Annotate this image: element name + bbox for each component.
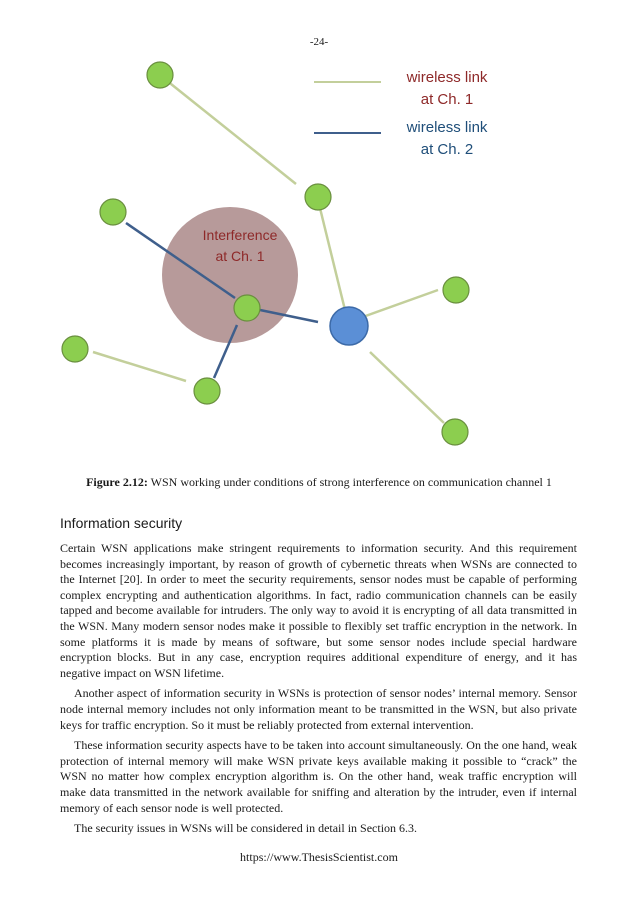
paragraph: Certain WSN applications make stringent requirements to information security. And this requirement becomes increasingly important, by reason of growth of cybernetic threats when WSNs are connected to the Internet [20]. In order to meet the security requirements, sensor nodes must be capable of performing complex encrypting and authentication algorithms. In fact, radio communication channels can be easily tapped and become available for intruders. The only way to avoid it is encrypting of all data transmitted in the WSN. Many modern sensor nodes make it possible to flexibly set traffic encryption in the network. In some platforms it is made by means of software, but some sensor nodes include special hardware encryption blocks. But in any case, encryption requires additional expenditure of energy, and it has negative impact on WSN lifetime.	[60, 541, 577, 680]
legend-label-ch2-line2: at Ch. 2	[420, 141, 474, 158]
link-ch1	[318, 200, 345, 310]
legend-label-ch2-line1: wireless link	[406, 119, 488, 136]
paragraph: Another aspect of information security in WSNs is protection of sensor nodes’ internal memory. Sensor node internal memory includes not only information meant to be transmitted in the WSN, but also private keys for traffic encryption. So it must be reliably protected from external intervention.	[60, 686, 577, 732]
paragraph: The security issues in WSNs will be considered in detail in Section 6.3.	[74, 821, 418, 836]
figure-caption	[0, 475, 638, 490]
link-ch1	[370, 352, 444, 423]
paragraph: These information security aspects have to be taken into account simultaneously. On the one hand, weak protection of internal memory will make WSN private keys available making it possible to “crack” the WSN no matter how complex encryption algorithm is. On the other hand, weak traffic encryption will make data transmitted in the network available for sniffing and alteration by the intruder, even if internal memory of each sensor node is well protected.	[60, 738, 577, 815]
interference-label-line1: Interference	[202, 227, 278, 243]
figure-caption-label: Figure 2.12:	[86, 475, 148, 489]
link-ch1	[93, 352, 186, 381]
legend-label-ch1-line1: wireless link	[406, 69, 488, 86]
footer-url: https://www.ThesisScientist.com	[240, 850, 398, 864]
sensor-node	[147, 62, 173, 88]
sensor-node	[100, 199, 126, 225]
sensor-node	[234, 295, 260, 321]
link-ch1	[360, 290, 438, 318]
section-heading: Information security	[60, 515, 183, 531]
legend-label-ch1-line2: at Ch. 1	[420, 91, 474, 108]
body-text	[60, 541, 577, 842]
sink-node	[330, 307, 368, 345]
sensor-node	[443, 277, 469, 303]
link-ch1	[161, 76, 296, 184]
interference-label-line2: at Ch. 1	[215, 248, 265, 264]
sensor-node	[194, 378, 220, 404]
legend-label-ch1	[392, 67, 502, 111]
sensor-node	[442, 419, 468, 445]
legend-label-ch2	[392, 117, 502, 161]
page-number: -24-	[309, 36, 329, 48]
sensor-node	[305, 184, 331, 210]
sensor-node	[62, 336, 88, 362]
interference-label	[180, 225, 300, 267]
figure-caption-text: WSN working under conditions of strong interference on communication channel 1	[147, 475, 552, 489]
